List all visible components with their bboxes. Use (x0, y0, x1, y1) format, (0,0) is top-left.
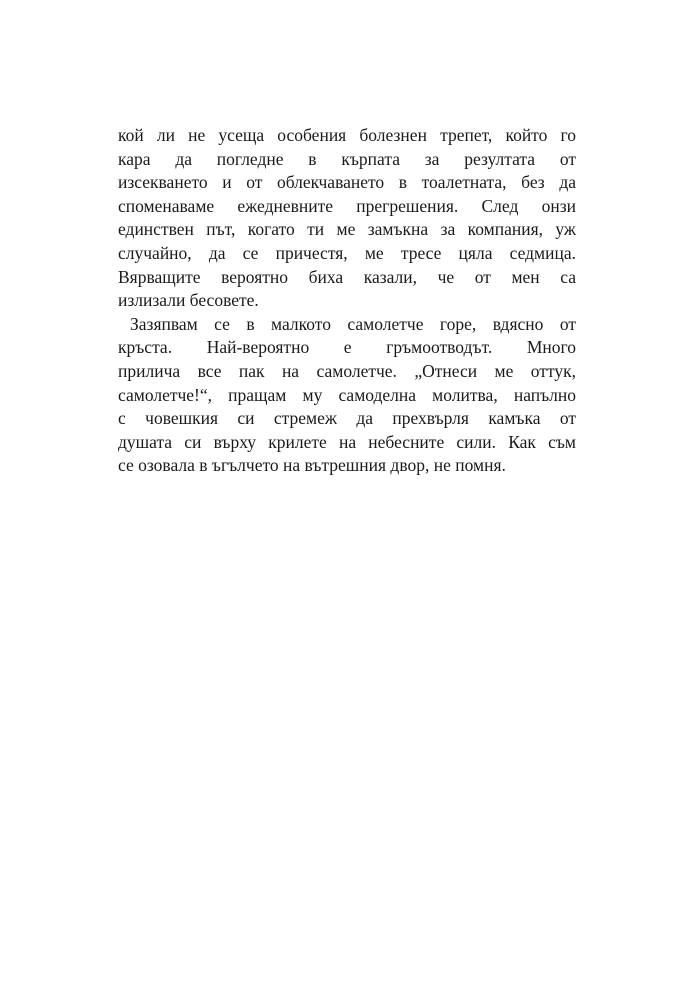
text-line: кара да погледне в кърпата за резултата от (118, 148, 576, 169)
text-line: кой ли не усеща особения болезнен трепет, който го (118, 125, 576, 145)
body-text (118, 124, 576, 478)
text-line: кръста. Най-вероятно е гръмоотводът. Много (118, 337, 576, 358)
text-line: излизали бесовете. (118, 290, 259, 311)
paragraph-2 (118, 313, 576, 478)
text-line: душата си върху крилете на небесните сили. Как съм (118, 431, 576, 452)
text-line: случайно, да се причестя, ме тресе цяла седмица. (118, 242, 576, 263)
text-line: самолетче!“, пращам му самоделна молитва, напълно (118, 384, 576, 405)
text-line: се озовала в ъгълчето на вътрешния двор, не помня. (118, 455, 506, 476)
text-line: единствен път, когато ти ме замъкна за компания, уж (118, 219, 576, 240)
text-line: Зазяпвам се в малкото самолетче горе, вдясно от (130, 313, 576, 334)
text-line: изсекването и от облекчаването в тоалетната, без да (118, 172, 576, 193)
text-line: с човешкия си стремеж да прехвърля камъка от (118, 408, 576, 429)
text-line: прилича все пак на самолетче. „Отнеси ме оттук, (118, 360, 576, 381)
text-line: Вярващите вероятно биха казали, че от мен са (118, 266, 576, 287)
text-line: споменаваме ежедневните прегрешения. След онзи (118, 195, 576, 216)
paragraph-1 (118, 124, 576, 313)
